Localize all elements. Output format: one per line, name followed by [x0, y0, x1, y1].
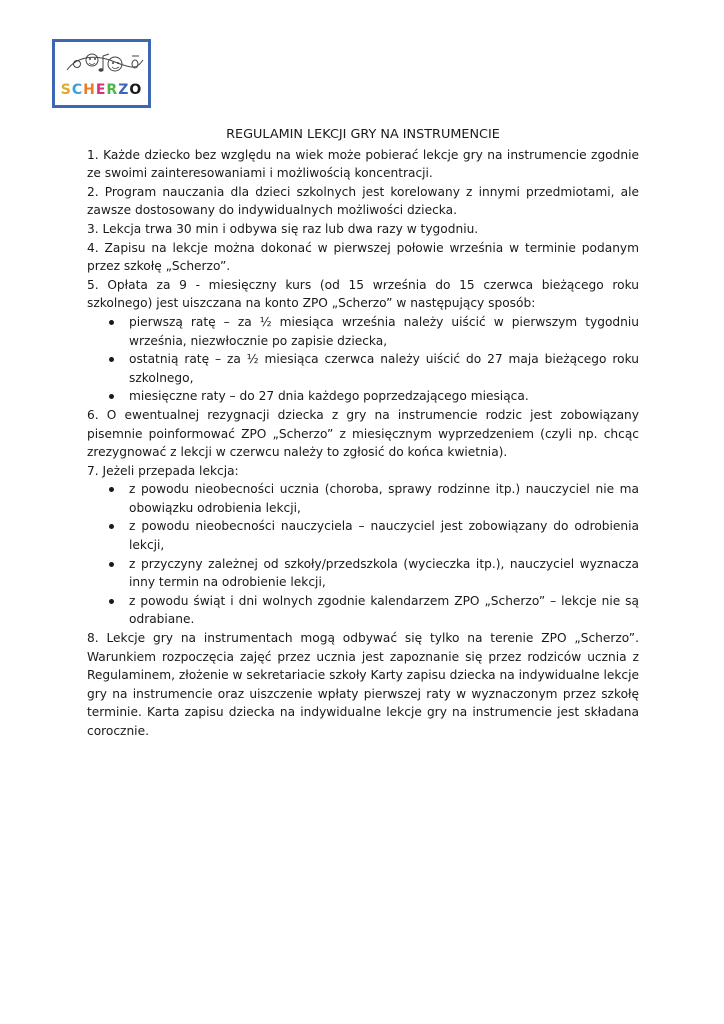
rule-8: 8. Lekcje gry na instrumentach mogą odbywać się tylko na terenie ZPO „Scherzo”. Warunkiem rozpoczęcia zajęć przez ucznia jest zapoznanie się przez rodziców ucznia z Regulaminem, złożenie w sekretariacie szkoły Karty zapisu dziecka na indywidualne lekcje gry na instrumencie oraz uiszczenie wpłaty pierwszej raty w wyznaczonym przez szkołę terminie. Karta zapisu dziecka na indywidualne lekcje gry na instrumencie jest składana corocznie.: [87, 631, 639, 738]
rule-4: 4. Zapisu na lekcje można dokonać w pierwszej połowie września w terminie podanym przez szkołę „Scherzo”.: [87, 240, 639, 274]
list-item: z powodu nieobecności ucznia (choroba, sprawy rodzinne itp.) nauczyciel nie ma obowiązku odrobienia lekcji,: [129, 480, 639, 517]
logo-wordmark: SCHERZO: [60, 82, 143, 98]
list-item: z powodu nieobecności nauczyciela – nauczyciel jest zobowiązany do odrobienia lekcji,: [129, 517, 639, 554]
rule-7: 7. Jeżeli przepada lekcja:: [87, 463, 239, 478]
document-title: REGULAMIN LEKCJI GRY NA INSTRUMENCIE: [226, 127, 500, 142]
rule-3: 3. Lekcja trwa 30 min i odbywa się raz lub dwa razy w tygodniu.: [87, 221, 479, 236]
rule-1: 1. Każde dziecko bez względu na wiek może pobierać lekcje gry na instrumencie zgodnie ze swoimi zainteresowaniami i możliwością koncentracji.: [87, 147, 639, 181]
rule-5-payment-list: [87, 313, 639, 406]
regulations-document: [87, 126, 639, 741]
list-item: pierwszą ratę – za ½ miesiąca września należy uiścić w pierwszym tygodniu września, niezwłocznie po zapisie dziecka,: [129, 313, 639, 350]
rule-5: 5. Opłata za 9 - miesięczny kurs (od 15 września do 15 czerwca bieżącego roku szkolnego) jest uiszczana na konto ZPO „Scherzo” w następujący sposób:: [87, 277, 639, 311]
list-item: z powodu świąt i dni wolnych zgodnie kalendarzem ZPO „Scherzo” – lekcje nie są odrabiane.: [129, 592, 639, 629]
rule-2: 2. Program nauczania dla dzieci szkolnych jest korelowany z innymi przedmiotami, ale zawsze dostosowany do indywidualnych możliwości dziecka.: [87, 184, 639, 218]
school-logo: [52, 39, 151, 108]
list-item: z przyczyny zależnej od szkoły/przedszkola (wycieczka itp.), nauczyciel wyznacza inny termin na odrobienie lekcji,: [129, 555, 639, 592]
list-item: ostatnią ratę – za ½ miesiąca czerwca należy uiścić do 27 maja bieżącego roku szkolnego,: [129, 350, 639, 387]
rule-7-missed-lesson-list: [87, 480, 639, 629]
list-item: miesięczne raty – do 27 dnia każdego poprzedzającego miesiąca.: [129, 387, 639, 406]
rule-6: 6. O ewentualnej rezygnacji dziecka z gry na instrumencie rodzic jest zobowiązany pisemnie poinformować ZPO „Scherzo” z miesięcznym wyprzedzeniem (czyli np. chcąc zrezygnować z lekcji w czerwcu należy to zgłosić do końca kwietnia).: [87, 407, 639, 460]
